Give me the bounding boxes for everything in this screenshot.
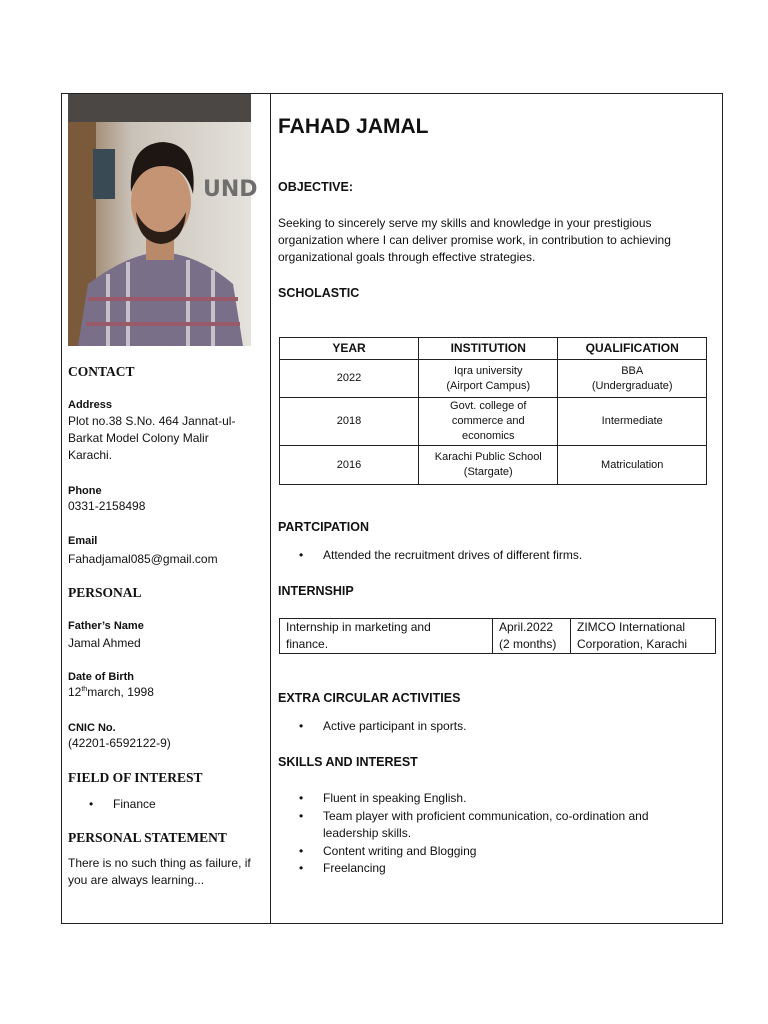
item-line: • Content writing and Blogging <box>323 843 477 858</box>
cell-institution <box>419 360 558 398</box>
objective-line: organizational goals through effective strategies. <box>278 250 536 264</box>
cell-line: BBA <box>621 364 644 377</box>
personal-statement-text <box>68 855 268 889</box>
skills-list <box>278 790 718 878</box>
statement-line: There is no such thing as failure, if <box>68 856 251 870</box>
internship-period <box>493 619 571 654</box>
objective-line: Seeking to sincerely serve my skills and knowledge in your prestigious <box>278 216 652 230</box>
candidate-name: FAHAD JAMAL <box>278 115 429 138</box>
list-item <box>278 808 718 843</box>
column-divider <box>270 93 271 924</box>
table-row <box>280 360 707 398</box>
column-header-year: YEAR <box>280 338 419 360</box>
cell-line: Govt. college of <box>450 400 527 412</box>
father-label: Father’s Name <box>68 620 144 632</box>
item-line: • Freelancing <box>323 861 386 875</box>
svg-text:UND: UND <box>203 177 258 202</box>
address-line: Karachi. <box>68 448 113 462</box>
table-header-row <box>280 338 707 360</box>
participation-heading: PARTCIPATION <box>278 520 369 534</box>
scholastic-table <box>279 337 707 485</box>
contact-heading: CONTACT <box>68 364 135 379</box>
dob-label: Date of Birth <box>68 671 134 683</box>
item-line: • Fluent in speaking English. <box>323 791 467 805</box>
item-line: • Team player with proficient communication, co-ordination and <box>323 808 649 823</box>
objective-heading: OBJECTIVE: <box>278 180 354 194</box>
cnic-label: CNIC No. <box>68 722 116 734</box>
address-line: Plot no.38 S.No. 464 Jannat-ul- <box>68 414 236 428</box>
field-of-interest-list <box>68 796 268 814</box>
list-item: • Attended the recruitment drives of different firms. <box>278 547 718 565</box>
cell-line: Karachi Public School <box>434 451 542 463</box>
cell-year: 2018 <box>280 398 419 446</box>
phone-value: 0331-2158498 <box>68 499 146 513</box>
table-row <box>280 398 707 446</box>
address-line: Barkat Model Colony Malir <box>68 431 209 445</box>
cell-line: (Undergraduate) <box>591 379 673 392</box>
cell-line: April.2022 <box>499 620 554 634</box>
column-header-institution: INSTITUTION <box>419 338 558 360</box>
personal-statement-heading: PERSONAL STATEMENT <box>68 830 227 845</box>
dob-rest: march, 1998 <box>87 685 154 699</box>
scholastic-heading: SCHOLASTIC <box>278 286 360 300</box>
cnic-value: (42201-6592122-9) <box>68 736 171 750</box>
cell-qualification: Matriculation <box>558 446 707 485</box>
table-row <box>280 619 716 654</box>
phone-label: Phone <box>68 485 102 497</box>
dob-suffix: th <box>81 686 88 693</box>
cell-line: (Airport Campus) <box>446 379 531 392</box>
internship-heading: INTERNSHIP <box>278 584 354 598</box>
dob-value <box>68 684 268 701</box>
list-item <box>278 843 718 861</box>
cell-line: Iqra university <box>454 364 523 377</box>
list-item: • Active participant in sports. <box>278 718 718 736</box>
extra-activities-heading: EXTRA CIRCULAR ACTIVITIES <box>278 691 461 705</box>
personal-heading: PERSONAL <box>68 585 142 600</box>
cell-year: 2022 <box>280 360 419 398</box>
skills-heading: SKILLS AND INTEREST <box>278 755 418 769</box>
statement-line: you are always learning... <box>68 873 205 887</box>
dob-day: 12 <box>68 685 82 699</box>
objective-text <box>278 215 718 266</box>
cell-line: economics <box>461 430 515 442</box>
list-item: • Finance <box>68 796 268 814</box>
internship-title <box>280 619 493 654</box>
email-value: Fahadjamal085@gmail.com <box>68 552 218 566</box>
cell-year: 2016 <box>280 446 419 485</box>
table-row <box>280 446 707 485</box>
cell-institution <box>419 398 558 446</box>
email-label: Email <box>68 535 98 547</box>
father-value: Jamal Ahmed <box>68 636 141 650</box>
profile-photo <box>68 94 258 346</box>
participation-list <box>278 547 718 565</box>
cell-line: (Stargate) <box>463 466 513 478</box>
item-line: leadership skills. <box>323 826 412 840</box>
address-label: Address <box>68 399 113 411</box>
address-value <box>68 413 268 464</box>
column-header-qualification: QUALIFICATION <box>558 338 707 360</box>
objective-line: organization where I can deliver promise work, in contribution to achieving <box>278 233 671 247</box>
cell-institution <box>419 446 558 485</box>
internship-table <box>279 618 716 654</box>
cell-qualification: Intermediate <box>558 398 707 446</box>
cell-line: ZIMCO International <box>577 620 686 634</box>
extra-activities-list <box>278 718 718 736</box>
cell-line: commerce and <box>451 415 525 427</box>
list-item <box>278 860 718 878</box>
cell-line: Corporation, Karachi <box>577 637 688 651</box>
cell-line: Internship in marketing and <box>286 620 431 634</box>
list-item <box>278 790 718 808</box>
internship-company <box>571 619 716 654</box>
field-of-interest-heading: FIELD OF INTEREST <box>68 770 203 785</box>
cell-qualification <box>558 360 707 398</box>
cell-line: (2 months) <box>499 637 557 651</box>
cell-line: finance. <box>286 637 329 651</box>
